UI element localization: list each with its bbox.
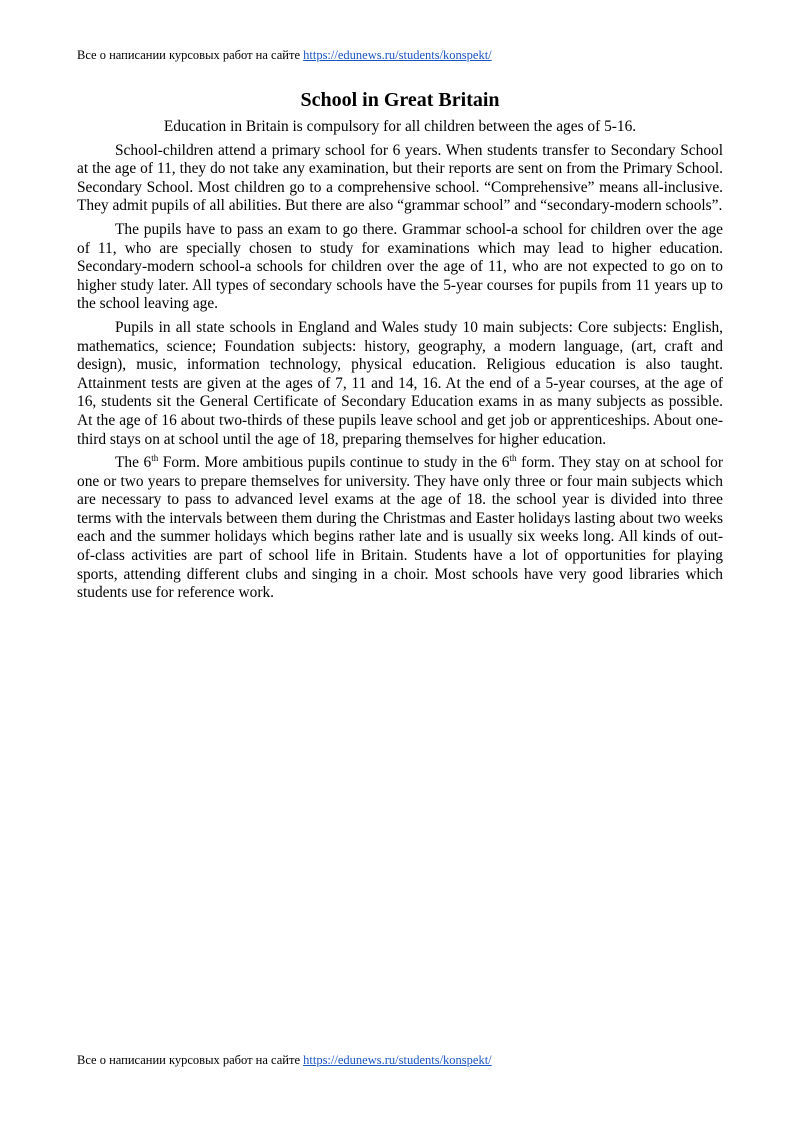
paragraph-subjects: Pupils in all state schools in England and Wales study 10 main subjects: Core subjects: English, mathematics, science; Foundation subjects: history, geography, a modern language, (art, craft and design), music, information technology, physical education. Religious education is also taught. Attainment tests are given at the ages of 7, 11 and 14, 16. At the end of a 5-year courses, at the age of 16, students sit the General Certificate of Secondary Education exams in as many subjects as possible. At the age of 16 about two-thirds of these pupils leave school and get job or apprenticeships. About one-third stays on at school until the age of 18, preparing themselves for higher education.	[77, 318, 723, 448]
sixth-form-text-1: The 6	[115, 454, 152, 472]
paragraph-sixth-form	[77, 454, 723, 603]
document-body	[77, 86, 723, 608]
sixth-form-text-2: Form. More ambitious pupils continue to study in the 6	[158, 454, 510, 472]
superscript-th: th	[509, 452, 517, 463]
superscript-th: th	[151, 452, 159, 463]
paragraph-primary-secondary: School-children attend a primary school for 6 years. When students transfer to Secondary School at the age of 11, they do not take any examination, but their reports are sent on from the Primary School. Secondary School. Most children go to a comprehensive school. “Comprehensive” means all-inclusive. They admit pupils of all abilities. But there are also “grammar school” and “secondary-modern schools”.	[77, 141, 723, 215]
footer-site-link[interactable]: https://edunews.ru/students/konspekt/	[303, 1053, 492, 1067]
page-footer	[77, 1052, 492, 1068]
paragraph-school-types: The pupils have to pass an exam to go there. Grammar school-a school for children over the age of 11, who are specially chosen to study for examinations which may lead to higher education. Secondary-modern school-a schools for children over the age of 11, who are not expected to go on to higher study later. All types of secondary schools have the 5-year courses for pupils from 11 years up to the school leaving age.	[77, 220, 723, 313]
page-header	[77, 47, 492, 63]
header-text: Все о написании курсовых работ на сайте	[77, 48, 304, 62]
footer-text: Все о написании курсовых работ на сайте	[77, 1053, 304, 1067]
header-site-link[interactable]: https://edunews.ru/students/konspekt/	[303, 48, 492, 62]
intro-paragraph: Education in Britain is compulsory for all children between the ages of 5-16.	[163, 118, 637, 135]
document-title: School in Great Britain	[300, 89, 500, 111]
sixth-form-text-3: form. They stay on at school for one or two years to prepare themselves for university. They have only three or four main subjects which are necessary to pass to advanced level exams at the age of 18. the school year is divided into three terms with the intervals between them during the Christmas and Easter holidays lasting about two weeks each and the summer holidays which begins rather late and is usually six weeks long. All kinds of out-of-class activities are part of school life in Britain. Students have a lot of opportunities for playing sports, attending different clubs and singing in a choir. Most schools have very good libraries which students use for reference work.	[77, 454, 723, 602]
